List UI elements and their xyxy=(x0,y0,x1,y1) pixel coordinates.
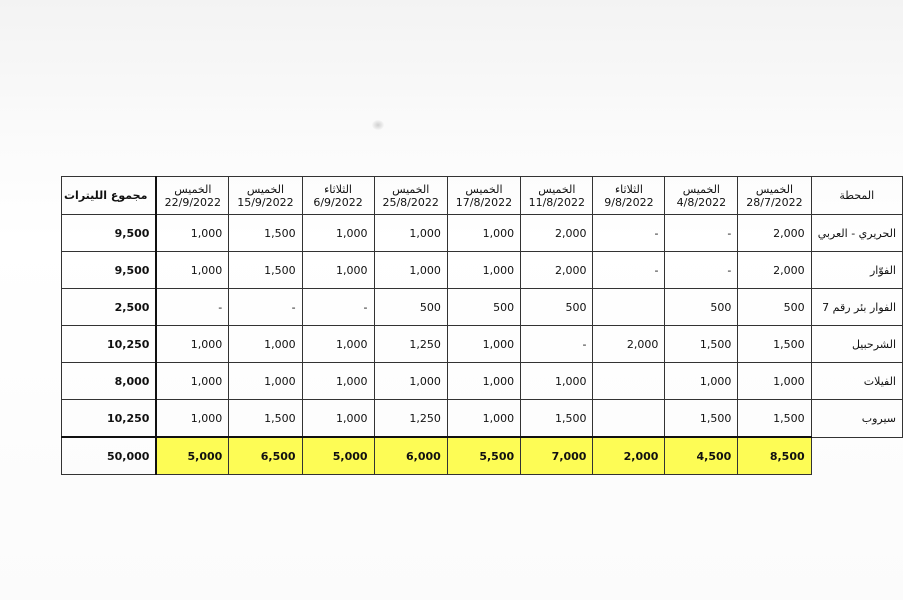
row-total: 2,500 xyxy=(62,289,157,326)
date-header: الثلاثاء 6/9/2022 xyxy=(302,177,374,215)
table-cell: 1,250 xyxy=(374,326,447,363)
table-cell: 1,000 xyxy=(156,252,228,289)
station-name: الحريري - العربي xyxy=(811,215,902,252)
table-cell: 1,000 xyxy=(156,400,228,438)
row-total: 9,500 xyxy=(62,215,157,252)
date-header: الخميس 22/9/2022 xyxy=(156,177,228,215)
table-cell: 2,000 xyxy=(521,215,593,252)
scan-smudge xyxy=(372,120,384,130)
table-cell: 1,000 xyxy=(229,326,302,363)
table-cell: 1,000 xyxy=(302,326,374,363)
station-name: سيروب xyxy=(811,400,902,438)
table-row xyxy=(62,289,903,326)
column-total: 6,000 xyxy=(374,437,447,475)
empty-cell xyxy=(811,437,902,475)
table-cell xyxy=(593,363,665,400)
table-cell: 1,500 xyxy=(229,215,302,252)
table-cell: - xyxy=(302,289,374,326)
column-total: 8,500 xyxy=(738,437,811,475)
total-liters-header: مجموع الليترات xyxy=(62,177,157,215)
table-cell: 1,000 xyxy=(447,363,520,400)
table-cell: 1,000 xyxy=(374,363,447,400)
table-cell: 1,000 xyxy=(229,363,302,400)
row-total: 8,000 xyxy=(62,363,157,400)
table-cell: 1,000 xyxy=(374,252,447,289)
table-cell: 1,000 xyxy=(521,363,593,400)
sum-row xyxy=(62,437,903,475)
table-cell: 1,000 xyxy=(302,215,374,252)
fuel-distribution-table xyxy=(61,176,903,475)
table-cell: 500 xyxy=(447,289,520,326)
table-cell xyxy=(593,289,665,326)
table-row xyxy=(62,400,903,438)
station-name: الفيلات xyxy=(811,363,902,400)
column-total: 5,000 xyxy=(302,437,374,475)
table-cell: - xyxy=(156,289,228,326)
table-cell: - xyxy=(665,252,738,289)
header-row xyxy=(62,177,903,215)
table-cell: 2,000 xyxy=(738,252,811,289)
table-cell: 1,000 xyxy=(156,326,228,363)
table-row xyxy=(62,326,903,363)
table-cell: 500 xyxy=(738,289,811,326)
station-name: الشرحبيل xyxy=(811,326,902,363)
table-cell: 1,000 xyxy=(156,363,228,400)
table-cell: 2,000 xyxy=(593,326,665,363)
date-header: الثلاثاء 9/8/2022 xyxy=(593,177,665,215)
grand-total: 50,000 xyxy=(62,437,157,475)
table-cell: 1,000 xyxy=(156,215,228,252)
column-total: 2,000 xyxy=(593,437,665,475)
date-header: الخميس 17/8/2022 xyxy=(447,177,520,215)
station-header: المحطة xyxy=(811,177,902,215)
table-cell: 1,000 xyxy=(302,363,374,400)
date-header: الخميس 25/8/2022 xyxy=(374,177,447,215)
table-cell: 500 xyxy=(665,289,738,326)
table-cell: 1,000 xyxy=(447,215,520,252)
table-row xyxy=(62,363,903,400)
column-total: 5,500 xyxy=(447,437,520,475)
table-row xyxy=(62,252,903,289)
table-cell: - xyxy=(665,215,738,252)
table-cell: 1,500 xyxy=(229,252,302,289)
date-header: الخميس 28/7/2022 xyxy=(738,177,811,215)
station-name: الفوار بئر رقم 7 xyxy=(811,289,902,326)
table-cell: 1,000 xyxy=(302,252,374,289)
table-cell: - xyxy=(593,252,665,289)
column-total: 5,000 xyxy=(156,437,228,475)
table-cell: - xyxy=(521,326,593,363)
table-cell: 1,500 xyxy=(521,400,593,438)
table-cell: 1,250 xyxy=(374,400,447,438)
table-cell: 1,500 xyxy=(229,400,302,438)
row-total: 10,250 xyxy=(62,326,157,363)
date-header: الخميس 4/8/2022 xyxy=(665,177,738,215)
table-cell: 1,000 xyxy=(738,363,811,400)
date-header: الخميس 11/8/2022 xyxy=(521,177,593,215)
table-cell: 2,000 xyxy=(521,252,593,289)
row-total: 9,500 xyxy=(62,252,157,289)
row-total: 10,250 xyxy=(62,400,157,438)
column-total: 7,000 xyxy=(521,437,593,475)
table-cell: 1,000 xyxy=(447,400,520,438)
table-cell: 1,000 xyxy=(447,326,520,363)
table-cell: 1,000 xyxy=(374,215,447,252)
table-cell: 2,000 xyxy=(738,215,811,252)
table-cell: 1,000 xyxy=(302,400,374,438)
table-cell: 1,500 xyxy=(665,326,738,363)
table-cell xyxy=(593,400,665,438)
table-cell: 1,000 xyxy=(447,252,520,289)
column-total: 4,500 xyxy=(665,437,738,475)
table-cell: 500 xyxy=(374,289,447,326)
table-cell: 500 xyxy=(521,289,593,326)
table-cell: 1,500 xyxy=(665,400,738,438)
table-cell: 1,000 xyxy=(665,363,738,400)
table-row xyxy=(62,215,903,252)
station-name: الفوّار xyxy=(811,252,902,289)
column-total: 6,500 xyxy=(229,437,302,475)
table-cell: 1,500 xyxy=(738,326,811,363)
table-cell: 1,500 xyxy=(738,400,811,438)
table-cell: - xyxy=(229,289,302,326)
date-header: الخميس 15/9/2022 xyxy=(229,177,302,215)
table-cell: - xyxy=(593,215,665,252)
